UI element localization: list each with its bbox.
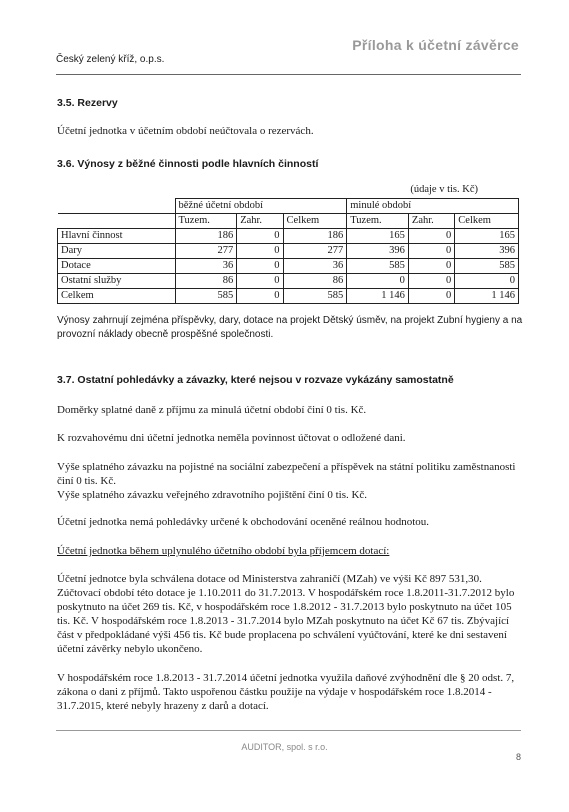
row-label: Ostatní služby [58, 274, 176, 289]
cell: 585 [455, 259, 519, 274]
table-group-header-row [58, 199, 519, 214]
sub-header: Tuzem. [175, 214, 237, 229]
section-3-6-note: Výnosy zahrnují zejména příspěvky, dary, dotace na projekt Dětský úsměv, na projekt Zubní hygieny a na provozní náklady obecně prospěšné společnosti. [57, 315, 523, 340]
cell: 585 [347, 259, 409, 274]
row-label: Dotace [58, 259, 176, 274]
section-3-7-p3a: Výše splatného závazku na pojistné na sociální zabezpečení a příspěvek na státní politiku zaměstnanosti činí 0 tis. Kč. [57, 461, 516, 487]
cell: 396 [455, 244, 519, 259]
cell: 396 [347, 244, 409, 259]
section-3-7-p2: K rozvahovému dni účetní jednotka neměla povinnost účtovat o odložené dani. [57, 432, 406, 444]
table-row [58, 274, 519, 289]
cell: 1 146 [455, 289, 519, 304]
row-label: Dary [58, 244, 176, 259]
cell: 0 [455, 274, 519, 289]
table-row [58, 229, 519, 244]
sub-header: Tuzem. [347, 214, 409, 229]
footer-text: AUDITOR, spol. s r.o. [241, 742, 328, 752]
sub-header: Zahr. [408, 214, 454, 229]
cell: 0 [408, 259, 454, 274]
footer-rule [56, 730, 521, 731]
section-3-7-p4: Účetní jednotka nemá pohledávky určené k obchodování oceněné reálnou hodnotou. [57, 516, 430, 528]
section-3-6-heading: 3.6. Výnosy z běžné činnosti podle hlavních činností [57, 158, 319, 170]
group-previous: minulé období [347, 199, 519, 214]
header-title: Příloha k účetní závěrce [352, 37, 519, 53]
row-label: Celkem [58, 289, 176, 304]
cell: 0 [237, 259, 283, 274]
cell: 0 [347, 274, 409, 289]
cell: 0 [237, 229, 283, 244]
table-row [58, 244, 519, 259]
revenue-table [57, 198, 519, 304]
table-corner [58, 199, 176, 214]
table-row [58, 259, 519, 274]
cell: 0 [408, 244, 454, 259]
cell: 585 [175, 289, 237, 304]
group-current: běžné účetní období [175, 199, 347, 214]
page-number: 8 [515, 752, 521, 762]
cell: 165 [455, 229, 519, 244]
sub-header: Celkem [283, 214, 347, 229]
cell: 186 [283, 229, 347, 244]
cell: 277 [283, 244, 347, 259]
cell: 36 [283, 259, 347, 274]
cell: 86 [283, 274, 347, 289]
header-org: Český zelený kříž, o.p.s. [56, 54, 165, 65]
cell: 165 [347, 229, 409, 244]
cell: 0 [237, 244, 283, 259]
unit-note: (údaje v tis. Kč) [410, 184, 478, 195]
section-3-5-heading: 3.5. Rezervy [57, 97, 118, 109]
cell: 0 [237, 274, 283, 289]
table-row-total [58, 289, 519, 304]
section-3-7-p1: Doměrky splatné daně z příjmu za minulá účetní období činí 0 tis. Kč. [57, 404, 367, 416]
cell: 186 [175, 229, 237, 244]
cell: 36 [175, 259, 237, 274]
cell: 1 146 [347, 289, 409, 304]
section-3-7-p3b: Výše splatného závazku veřejného zdravotního pojištění činí 0 tis. Kč. [57, 489, 368, 501]
table-sub-header-row [58, 214, 519, 229]
section-3-5-text: Účetní jednotka v účetním období neúčtovala o rezervách. [57, 125, 314, 137]
cell: 0 [408, 274, 454, 289]
subsidy-paragraph: Účetní jednotce byla schválena dotace od Ministerstva zahraničí (MZah) ve výši Kč 897 531,30. Zúčtovací období této dotace je 1.10.2011 do 31.7.2013. V hospodářském roce 1.8.2011-31.7.2012 bylo poskytnuto na účet 269 tis. Kč, v hospodářském roce 1.8.2012 - 31.7.2013 bylo poskytnuto na účet 105 tis. Kč. V hospodářském roce 1.8.2013 - 31.7.2014 bylo MZah poskytnuto na účet Kč 67 tis. Zbývající část v předpokládané výši 456 tis. Kč bude proplacena po schválení vyúčtování, které ke dni sestavení účetní závěrky nebylo ukončeno. [57, 573, 515, 655]
tax-paragraph: V hospodářském roce 1.8.2013 - 31.7.2014 účetní jednotka využila daňové zvýhodnění dle § 20 odst. 7, zákona o dani z příjmů. Takto uspořenou částku použije na výdaje v hospodářském roce 1.8.2014 - 31.7.2015, které nebyly hrazeny z darů a dotací. [57, 672, 515, 712]
cell: 585 [283, 289, 347, 304]
sub-header: Zahr. [237, 214, 283, 229]
row-label: Hlavní činnost [58, 229, 176, 244]
cell: 0 [237, 289, 283, 304]
cell: 277 [175, 244, 237, 259]
table-corner-2 [58, 214, 176, 229]
cell: 0 [408, 289, 454, 304]
sub-header: Celkem [455, 214, 519, 229]
section-3-7-heading: 3.7. Ostatní pohledávky a závazky, které nejsou v rozvaze vykázány samostatně [57, 374, 454, 386]
subsidy-heading: Účetní jednotka během uplynulého účetního období byla příjemcem dotací: [57, 545, 390, 557]
cell: 0 [408, 229, 454, 244]
cell: 86 [175, 274, 237, 289]
header-rule [56, 74, 521, 75]
